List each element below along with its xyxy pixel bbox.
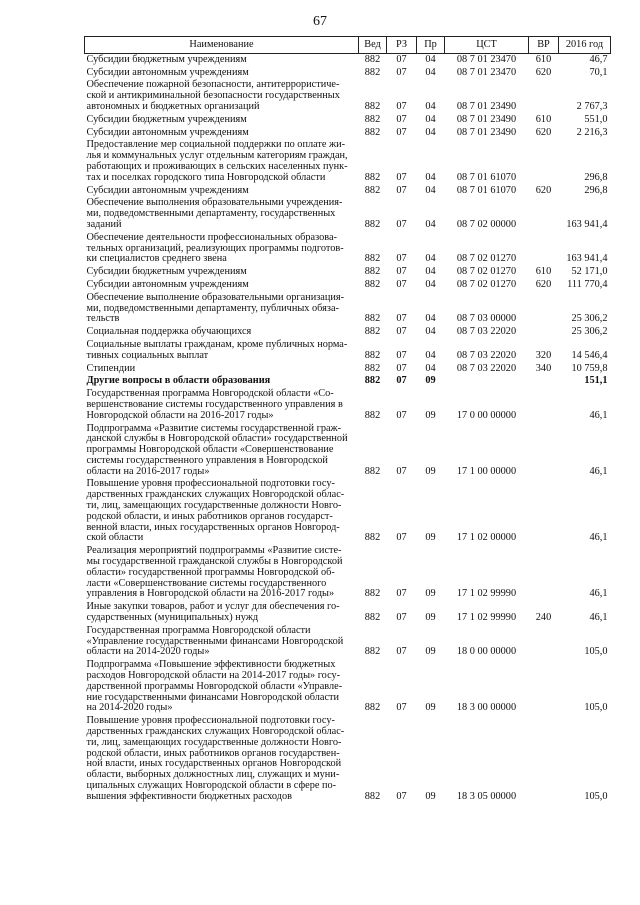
cell-pr: 04 <box>425 184 436 196</box>
cell-value: 105,0 <box>584 646 608 658</box>
cell-name: Подпрограмма «Повышение эффективности бюджетных расходов Новгородской области на 2014-2017 годы» госу-дарственной программы Новгородской области «Управле-ние государственными финансами Новгородской области на 2014-2020 годы» <box>86 659 343 714</box>
cell-value: 163 941,4 <box>566 253 608 265</box>
table-row <box>85 625 611 659</box>
header-year: 2016 год <box>559 37 611 54</box>
table-header <box>85 37 611 54</box>
cell-cst: 08 7 02 01270 <box>456 278 517 290</box>
cell-ved: 882 <box>364 588 381 600</box>
table-row <box>85 53 611 66</box>
cell-cst: 08 7 01 23490 <box>456 113 517 125</box>
cell-cst: 08 7 01 61070 <box>456 171 517 183</box>
cell-cst: 17 0 00 00000 <box>456 409 517 421</box>
table-row <box>85 197 611 231</box>
cell-pr: 04 <box>425 53 436 65</box>
cell-value: 2 216,3 <box>576 126 608 138</box>
cell-pr: 09 <box>425 790 436 802</box>
table-row <box>85 478 611 545</box>
cell-name: Повышение уровня профессиональной подготовки госу-дарственных гражданских служащих Новгородской облас-ти, лиц, замещающих государственные должности Новго-родской области, иных работников органов государствен-ной власти, иных государственных органов Новгородской области, выборных должностных лиц, служащих и муни-ципальных служащих Новгородской области в сфере по-вышения эффективности бюджетных расходов <box>86 715 345 802</box>
cell-rz: 07 <box>396 266 407 278</box>
cell-value: 551,0 <box>584 113 608 125</box>
cell-value: 46,7 <box>589 53 608 65</box>
cell-cst: 08 7 02 01270 <box>456 253 517 265</box>
cell-ved: 882 <box>364 126 381 138</box>
cell-name: Обеспечение деятельности профессиональных образова-тельных организаций, реализующих программы подготов-ки специалистов среднего звена <box>86 231 344 265</box>
cell-cst: 18 3 05 00000 <box>456 790 517 802</box>
cell-value: 14 546,4 <box>571 349 608 361</box>
cell-name: Субсидии автономным учреждениям <box>86 66 249 78</box>
cell-ved: 882 <box>364 326 381 338</box>
cell-vr <box>529 388 559 422</box>
cell-rz: 07 <box>396 588 407 600</box>
cell-name: Социальные выплаты гражданам, кроме публичных норма-тивных социальных выплат <box>86 338 348 361</box>
cell-rz: 07 <box>396 790 407 802</box>
table-row <box>85 185 611 198</box>
cell-name: Стипендии <box>86 362 136 374</box>
cell-pr: 09 <box>425 465 436 477</box>
cell-ved: 882 <box>364 53 381 65</box>
cell-cst: 08 7 03 00000 <box>456 313 517 325</box>
table-row <box>85 715 611 803</box>
cell-vr <box>529 625 559 659</box>
cell-vr <box>529 659 559 715</box>
header-pr: Пр <box>417 37 445 54</box>
cell-ved: 882 <box>364 465 381 477</box>
cell-cst: 17 1 00 00000 <box>456 465 517 477</box>
table-row <box>85 545 611 601</box>
table-row <box>85 266 611 279</box>
cell-ved: 882 <box>364 66 381 78</box>
table-body <box>85 53 611 803</box>
cell-name: Обеспечение выполнения образовательными учреждения-ми, подведомственными департаменту, государственных заданий <box>86 197 343 230</box>
table-row <box>85 659 611 715</box>
cell-rz: 07 <box>396 218 407 230</box>
header-rz: РЗ <box>387 37 417 54</box>
cell-rz: 07 <box>396 612 407 624</box>
cell-cst: 08 7 02 01270 <box>456 266 517 278</box>
cell-ved: 882 <box>364 646 381 658</box>
cell-vr: 320 <box>535 349 552 361</box>
cell-name: Обеспечение пожарной безопасности, антитеррористиче-ской и антикриминальной безопасности государственных автономных и бюджетных организаций <box>86 79 340 112</box>
cell-cst: 08 7 01 23470 <box>456 66 517 78</box>
cell-ved: 882 <box>364 362 381 374</box>
cell-value: 2 767,3 <box>576 100 608 112</box>
cell-rz: 07 <box>396 184 407 196</box>
cell-vr <box>529 423 559 479</box>
table-row <box>85 139 611 184</box>
header-row <box>85 37 611 54</box>
cell-value: 46,1 <box>589 532 608 544</box>
cell-pr: 04 <box>425 362 436 374</box>
cell-pr: 04 <box>425 113 436 125</box>
table-row <box>85 232 611 266</box>
cell-pr: 04 <box>425 171 436 183</box>
page-number: 67 <box>313 14 327 29</box>
cell-cst: 18 3 00 00000 <box>456 702 517 714</box>
cell-cst: 08 7 02 00000 <box>456 218 517 230</box>
table-row <box>85 601 611 625</box>
cell-value: 46,1 <box>589 409 608 421</box>
cell-cst: 08 7 03 22020 <box>456 362 517 374</box>
cell-vr: 620 <box>535 184 552 196</box>
cell-pr: 09 <box>425 375 436 387</box>
cell-vr <box>529 715 559 803</box>
cell-vr: 610 <box>535 113 552 125</box>
cell-vr: 340 <box>535 362 552 374</box>
cell-vr <box>529 79 559 113</box>
header-vr: ВР <box>529 37 559 54</box>
cell-rz: 07 <box>396 409 407 421</box>
table-row <box>85 79 611 113</box>
cell-rz: 07 <box>396 313 407 325</box>
cell-rz: 07 <box>396 278 407 290</box>
cell-vr: 620 <box>535 278 552 290</box>
cell-rz: 07 <box>396 326 407 338</box>
cell-name: Социальная поддержка обучающихся <box>86 326 252 338</box>
cell-ved: 882 <box>364 532 381 544</box>
cell-rz: 07 <box>396 465 407 477</box>
cell-pr: 04 <box>425 100 436 112</box>
cell-pr: 09 <box>425 532 436 544</box>
cell-rz: 07 <box>396 702 407 714</box>
cell-value: 46,1 <box>589 612 608 624</box>
cell-vr <box>529 139 559 184</box>
table-row <box>85 363 611 376</box>
cell-ved: 882 <box>364 612 381 624</box>
table-row <box>85 114 611 127</box>
cell-value: 52 171,0 <box>571 266 608 278</box>
cell-name: Субсидии бюджетным учреждениям <box>86 266 247 278</box>
cell-cst: 18 0 00 00000 <box>456 646 517 658</box>
cell-cst: 17 1 02 00000 <box>456 532 517 544</box>
cell-value: 296,8 <box>584 184 608 196</box>
cell-cst: 08 7 03 22020 <box>456 326 517 338</box>
cell-name: Государственная программа Новгородской области «Управление государственными финансами Новгородской области на 2014-2020 годы» <box>86 624 344 658</box>
cell-vr: 620 <box>535 126 552 138</box>
cell-name: Субсидии автономным учреждениям <box>86 278 249 290</box>
cell-pr: 04 <box>425 253 436 265</box>
cell-rz: 07 <box>396 375 407 387</box>
cell-rz: 07 <box>396 171 407 183</box>
cell-pr: 04 <box>425 313 436 325</box>
cell-cst: 08 7 01 23490 <box>456 100 517 112</box>
table-row <box>85 339 611 363</box>
cell-ved: 882 <box>364 171 381 183</box>
cell-ved: 882 <box>364 409 381 421</box>
cell-vr <box>529 326 559 339</box>
cell-rz: 07 <box>396 532 407 544</box>
cell-vr: 620 <box>535 66 552 78</box>
cell-name: Субсидии бюджетным учреждениям <box>86 53 247 65</box>
table-row <box>85 326 611 339</box>
cell-pr: 04 <box>425 126 436 138</box>
cell-vr <box>529 232 559 266</box>
table-row <box>85 67 611 80</box>
cell-cst: 17 1 02 99990 <box>456 588 517 600</box>
table-row <box>85 388 611 422</box>
cell-name: Государственная программа Новгородской области «Со-вершенствование системы государственного управления в Новгородской области на 2016-2017 годы» <box>86 388 343 421</box>
cell-vr <box>529 375 559 388</box>
cell-value: 163 941,4 <box>566 218 608 230</box>
cell-pr: 04 <box>425 326 436 338</box>
cell-ved: 882 <box>364 218 381 230</box>
cell-cst: 17 1 02 99990 <box>456 612 517 624</box>
cell-pr: 04 <box>425 349 436 361</box>
cell-rz: 07 <box>396 100 407 112</box>
cell-name: Подпрограмма «Развитие системы государственной граж-данской службы в Новгородской области» государственной программы Новгородской области «Совершенствование системы государственного управления в Новгородской области на 2016-2017 годы» <box>86 422 348 477</box>
cell-ved: 882 <box>364 349 381 361</box>
cell-ved: 882 <box>364 375 381 387</box>
cell-pr: 09 <box>425 702 436 714</box>
table-row <box>85 279 611 292</box>
cell-rz: 07 <box>396 349 407 361</box>
header-cst: ЦСТ <box>445 37 529 54</box>
cell-vr <box>529 545 559 601</box>
cell-ved: 882 <box>364 313 381 325</box>
budget-table <box>84 36 611 804</box>
cell-rz: 07 <box>396 362 407 374</box>
table-row <box>85 292 611 326</box>
table-row <box>85 375 611 388</box>
cell-value: 105,0 <box>584 790 608 802</box>
cell-rz: 07 <box>396 53 407 65</box>
cell-name: Обеспечение выполнение образовательными организация-ми, подведомственными департаменту, публичных обяза-тельств <box>86 291 345 325</box>
cell-value: 70,1 <box>589 66 608 78</box>
cell-ved: 882 <box>364 253 381 265</box>
cell-name: Другие вопросы в области образования <box>86 375 271 387</box>
header-ved: Вед <box>359 37 387 54</box>
cell-ved: 882 <box>364 113 381 125</box>
cell-cst: 08 7 03 22020 <box>456 349 517 361</box>
cell-name: Реализация мероприятий подпрограммы «Развитие систе-мы государственной гражданской службы в Новгородской области» государственной программы Новгородской об-ласти «Совершенствование системы государственного управления в Новгородской области на 2016-2017 годы» <box>86 545 343 600</box>
cell-vr <box>529 197 559 231</box>
cell-value: 25 306,2 <box>571 326 608 338</box>
cell-cst: 08 7 01 61070 <box>456 184 517 196</box>
cell-pr: 09 <box>425 588 436 600</box>
header-name: Наименование <box>85 37 359 54</box>
cell-vr <box>529 292 559 326</box>
cell-name: Иные закупки товаров, работ и услуг для обеспечения го-сударственных (муниципальных) нужд <box>86 601 340 624</box>
cell-vr: 610 <box>535 266 552 278</box>
cell-name: Предоставление мер социальной поддержки по оплате жи-лья и коммунальных услуг отдельным категориям граждан, работающих и проживающих в сельских населенных пунк-тах и поселках городского типа Новгородской области <box>86 139 348 183</box>
cell-ved: 882 <box>364 266 381 278</box>
cell-rz: 07 <box>396 646 407 658</box>
cell-pr: 04 <box>425 218 436 230</box>
cell-value: 25 306,2 <box>571 313 608 325</box>
cell-rz: 07 <box>396 253 407 265</box>
cell-rz: 07 <box>396 113 407 125</box>
cell-rz: 07 <box>396 66 407 78</box>
cell-pr: 04 <box>425 266 436 278</box>
cell-pr: 09 <box>425 646 436 658</box>
cell-ved: 882 <box>364 702 381 714</box>
cell-cst <box>445 375 529 388</box>
cell-value: 105,0 <box>584 702 608 714</box>
cell-vr: 610 <box>535 53 552 65</box>
cell-ved: 882 <box>364 278 381 290</box>
cell-pr: 09 <box>425 409 436 421</box>
cell-ved: 882 <box>364 100 381 112</box>
cell-vr: 240 <box>535 612 552 624</box>
table-row <box>85 127 611 140</box>
cell-name: Повышение уровня профессиональной подготовки госу-дарственных гражданских служащих Новгородской облас-ти, лиц, замещающих государственные должности Новго-родской области, и иных работников органов государст-венной власти, иных государственных органов Новгород-ской области <box>86 478 345 544</box>
cell-name: Субсидии бюджетным учреждениям <box>86 113 247 125</box>
cell-name: Субсидии автономным учреждениям <box>86 184 249 196</box>
cell-value: 296,8 <box>584 171 608 183</box>
cell-name: Субсидии автономным учреждениям <box>86 126 249 138</box>
cell-pr: 09 <box>425 612 436 624</box>
cell-value: 46,1 <box>589 465 608 477</box>
cell-ved: 882 <box>364 184 381 196</box>
cell-value: 111 770,4 <box>567 278 608 290</box>
cell-cst: 08 7 01 23470 <box>456 53 517 65</box>
cell-pr: 04 <box>425 66 436 78</box>
cell-rz: 07 <box>396 126 407 138</box>
table-row <box>85 423 611 479</box>
cell-pr: 04 <box>425 278 436 290</box>
cell-value: 151,1 <box>584 375 608 387</box>
cell-ved: 882 <box>364 790 381 802</box>
cell-value: 10 759,8 <box>571 362 608 374</box>
cell-vr <box>529 478 559 545</box>
cell-value: 46,1 <box>589 588 608 600</box>
cell-cst: 08 7 01 23490 <box>456 126 517 138</box>
